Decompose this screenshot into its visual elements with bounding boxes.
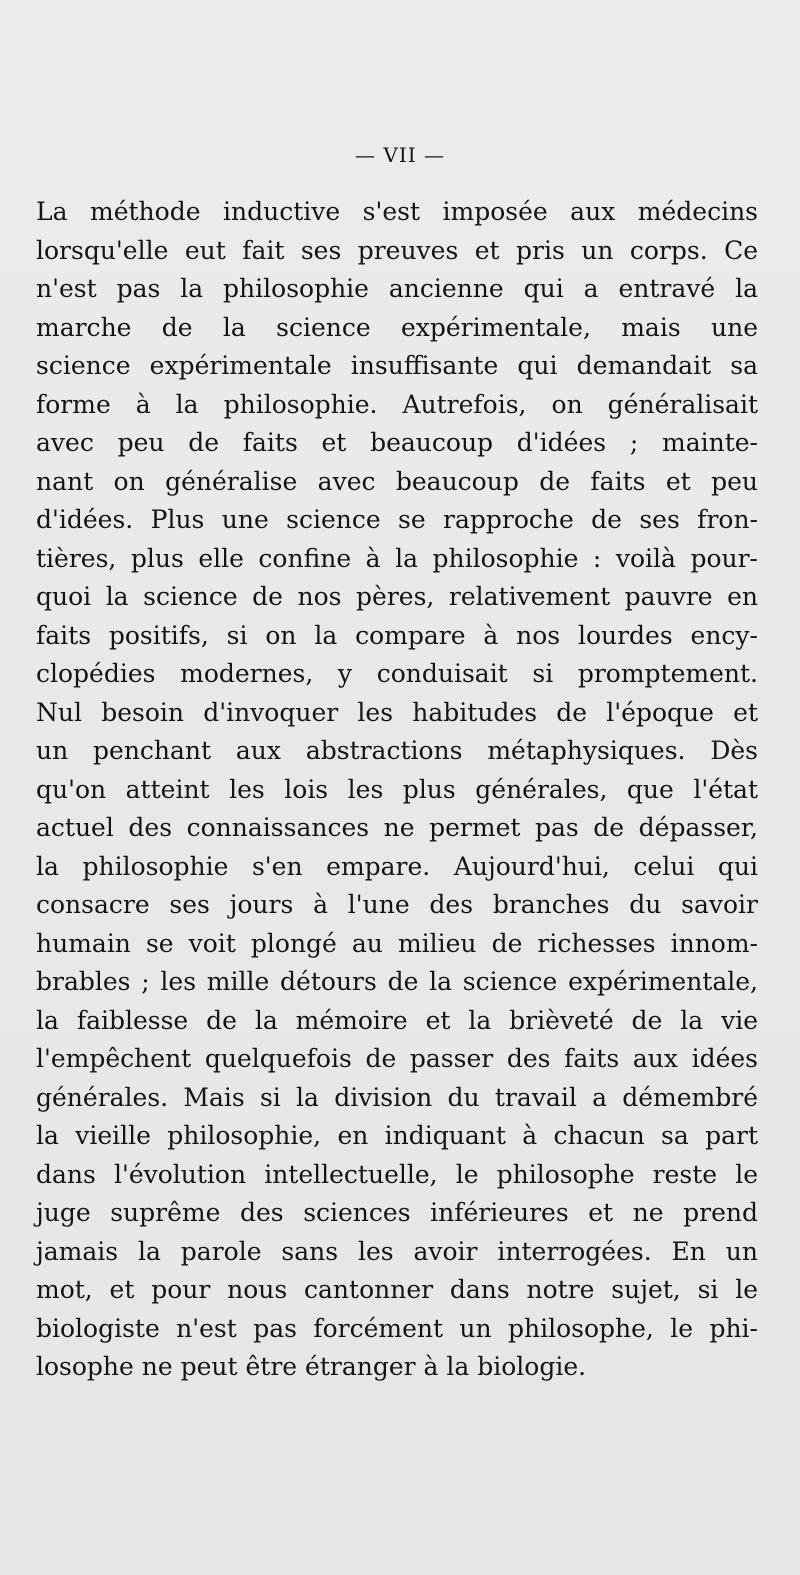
- text-line: n'est pas la philosophie ancienne qui a entravé la: [36, 274, 758, 303]
- text-line: clopédies modernes, y conduisait si promptement.: [36, 659, 758, 688]
- text-line: tières, plus elle confine à la philosophie : voilà pour-: [36, 543, 758, 573]
- text-line: qu'on atteint les lois les plus générales, que l'état: [36, 774, 758, 804]
- text-line: la faiblesse de la mémoire et la brièveté de la vie: [36, 1005, 758, 1035]
- text-line: faits positifs, si on la compare à nos lourdes ency-: [36, 620, 758, 650]
- text-line: losophe ne peut être étranger à la biologie.: [36, 1352, 587, 1381]
- text-line: humain se voit plongé au milieu de richesses innom-: [36, 928, 758, 958]
- text-line: dans l'évolution intellectuelle, le philosophe reste le: [36, 1159, 758, 1189]
- text-line: l'empêchent quelquefois de passer des faits aux idées: [36, 1044, 758, 1073]
- text-line: juge suprême des sciences inférieures et ne prend: [36, 1198, 758, 1227]
- text-line: marche de la science expérimentale, mais une: [36, 312, 758, 342]
- text-line: actuel des connaissances ne permet pas de dépasser,: [36, 813, 758, 842]
- text-line: brables ; les mille détours de la science expérimentale,: [36, 967, 758, 996]
- text-line: d'idées. Plus une science se rapproche de ses fron-: [36, 505, 758, 534]
- text-line: Nul besoin d'invoquer les habitudes de l'époque et: [36, 697, 758, 727]
- text-line: un penchant aux abstractions métaphysiques. Dès: [36, 736, 758, 765]
- text-line: la vieille philosophie, en indiquant à chacun sa part: [36, 1121, 758, 1150]
- text-line: biologiste n'est pas forcément un philosophe, le phi-: [36, 1313, 758, 1343]
- text-line: forme à la philosophie. Autrefois, on généralisait: [36, 389, 758, 419]
- page-number: — VII —: [355, 143, 445, 167]
- text-line: jamais la parole sans les avoir interrogées. En un: [36, 1236, 758, 1266]
- text-line: consacre ses jours à l'une des branches du savoir: [36, 890, 758, 919]
- text-line: avec peu de faits et beaucoup d'idées ; mainte-: [36, 428, 758, 457]
- text-line: la philosophie s'en empare. Aujourd'hui, celui qui: [36, 851, 758, 881]
- text-line: nant on généralise avec beaucoup de faits et peu: [36, 466, 758, 496]
- text-line: générales. Mais si la division du travail a démembré: [36, 1082, 758, 1112]
- body-paragraph: [36, 193, 758, 1387]
- text-line: lorsqu'elle eut fait ses preuves et pris un corps. Ce: [36, 235, 758, 265]
- text-line: mot, et pour nous cantonner dans notre sujet, si le: [36, 1275, 758, 1304]
- text-line: La méthode inductive s'est imposée aux médecins: [36, 197, 758, 226]
- text-line: quoi la science de nos pères, relativement pauvre en: [36, 582, 758, 611]
- text-line: science expérimentale insuffisante qui demandait sa: [36, 351, 758, 380]
